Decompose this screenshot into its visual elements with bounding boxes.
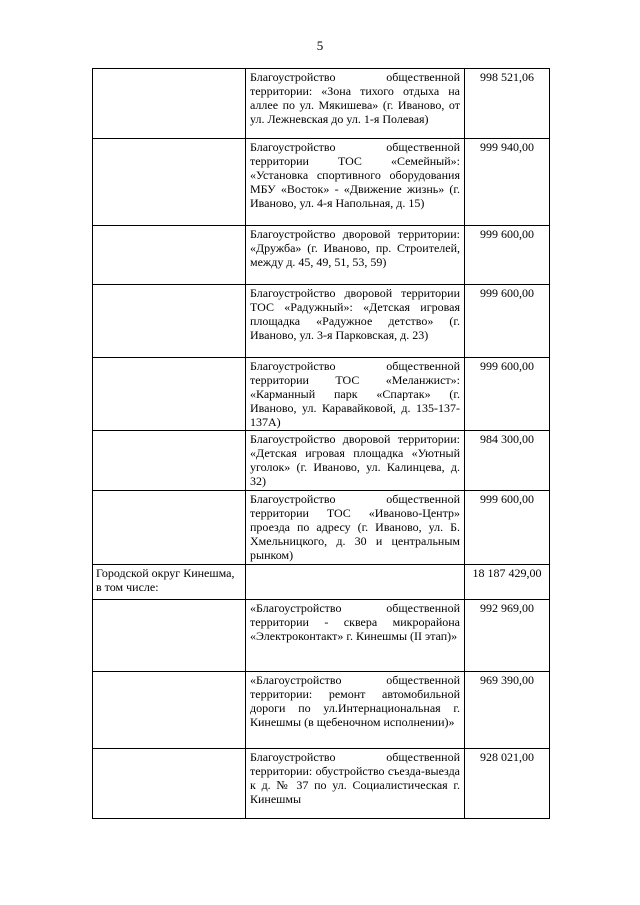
project-name-cell: «Благоустройство общественной территории: ремонт автомобильной дороги по ул.Интернациональная г. Кинешмы (в щебеночном исполнении)» — [246, 672, 465, 749]
table-row — [93, 226, 550, 285]
table-row — [93, 431, 550, 491]
table-row — [93, 565, 550, 600]
amount-cell: 998 521,06 — [465, 69, 550, 139]
amount-cell: 999 940,00 — [465, 139, 550, 226]
amount-cell: 18 187 429,00 — [465, 565, 550, 600]
table-row — [93, 491, 550, 565]
project-name-cell: Благоустройство дворовой территории: «Детская игровая площадка «Уютный уголок» (г. Иваново, ул. Калинцева, д. 32) — [246, 431, 465, 491]
amount-cell: 999 600,00 — [465, 226, 550, 285]
region-cell — [93, 285, 246, 358]
table-row — [93, 749, 550, 819]
project-name-cell — [246, 565, 465, 600]
table-row — [93, 600, 550, 672]
amount-cell: 992 969,00 — [465, 600, 550, 672]
table-row — [93, 358, 550, 431]
amount-cell: 984 300,00 — [465, 431, 550, 491]
region-cell — [93, 749, 246, 819]
page-number: 5 — [316, 38, 324, 53]
region-cell — [93, 139, 246, 226]
amount-cell: 999 600,00 — [465, 491, 550, 565]
projects-table — [92, 68, 550, 819]
amount-cell: 969 390,00 — [465, 672, 550, 749]
region-cell: Городской округ Кинешма, в том числе: — [93, 565, 246, 600]
project-name-cell: «Благоустройство общественной территории - сквера микрорайона «Электроконтакт» г. Кинешмы (II этап)» — [246, 600, 465, 672]
project-name-cell: Благоустройство общественной территории: обустройство съезда-выезда к д. № 37 по ул. Социалистическая г. Кинешмы — [246, 749, 465, 819]
project-name-cell: Благоустройство общественной территории ТОС «Иваново-Центр» проезда по адресу (г. Иваново, ул. Б. Хмельницкого, д. 30 и центральным рынком) — [246, 491, 465, 565]
amount-cell: 928 021,00 — [465, 749, 550, 819]
project-name-cell: Благоустройство дворовой территории ТОС «Радужный»: «Детская игровая площадка «Радужное детство» (г. Иваново, ул. 3-я Парковская, д. 23) — [246, 285, 465, 358]
table-row — [93, 139, 550, 226]
region-cell — [93, 226, 246, 285]
amount-cell: 999 600,00 — [465, 358, 550, 431]
table-row — [93, 672, 550, 749]
project-name-cell: Благоустройство общественной территории: «Зона тихого отдыха на аллее по ул. Мякишева» (г. Иваново, от ул. Лежневская до ул. 1-я Полевая) — [246, 69, 465, 139]
region-cell — [93, 491, 246, 565]
project-name-cell: Благоустройство общественной территории ТОС «Меланжист»: «Карманный парк «Спартак» (г. Иваново, ул. Каравайковой, д. 135-137-137А) — [246, 358, 465, 431]
project-name-cell: Благоустройство общественной территории ТОС «Семейный»: «Установка спортивного оборудования МБУ «Восток» - «Движение жизнь» (г. Иваново, ул. 4-я Напольная, д. 15) — [246, 139, 465, 226]
region-cell — [93, 358, 246, 431]
region-cell — [93, 600, 246, 672]
table-row — [93, 285, 550, 358]
table-row — [93, 69, 550, 139]
region-cell — [93, 431, 246, 491]
project-name-cell: Благоустройство дворовой территории: «Дружба» (г. Иваново, пр. Строителей, между д. 45, 49, 51, 53, 59) — [246, 226, 465, 285]
region-cell — [93, 672, 246, 749]
amount-cell: 999 600,00 — [465, 285, 550, 358]
region-cell — [93, 69, 246, 139]
